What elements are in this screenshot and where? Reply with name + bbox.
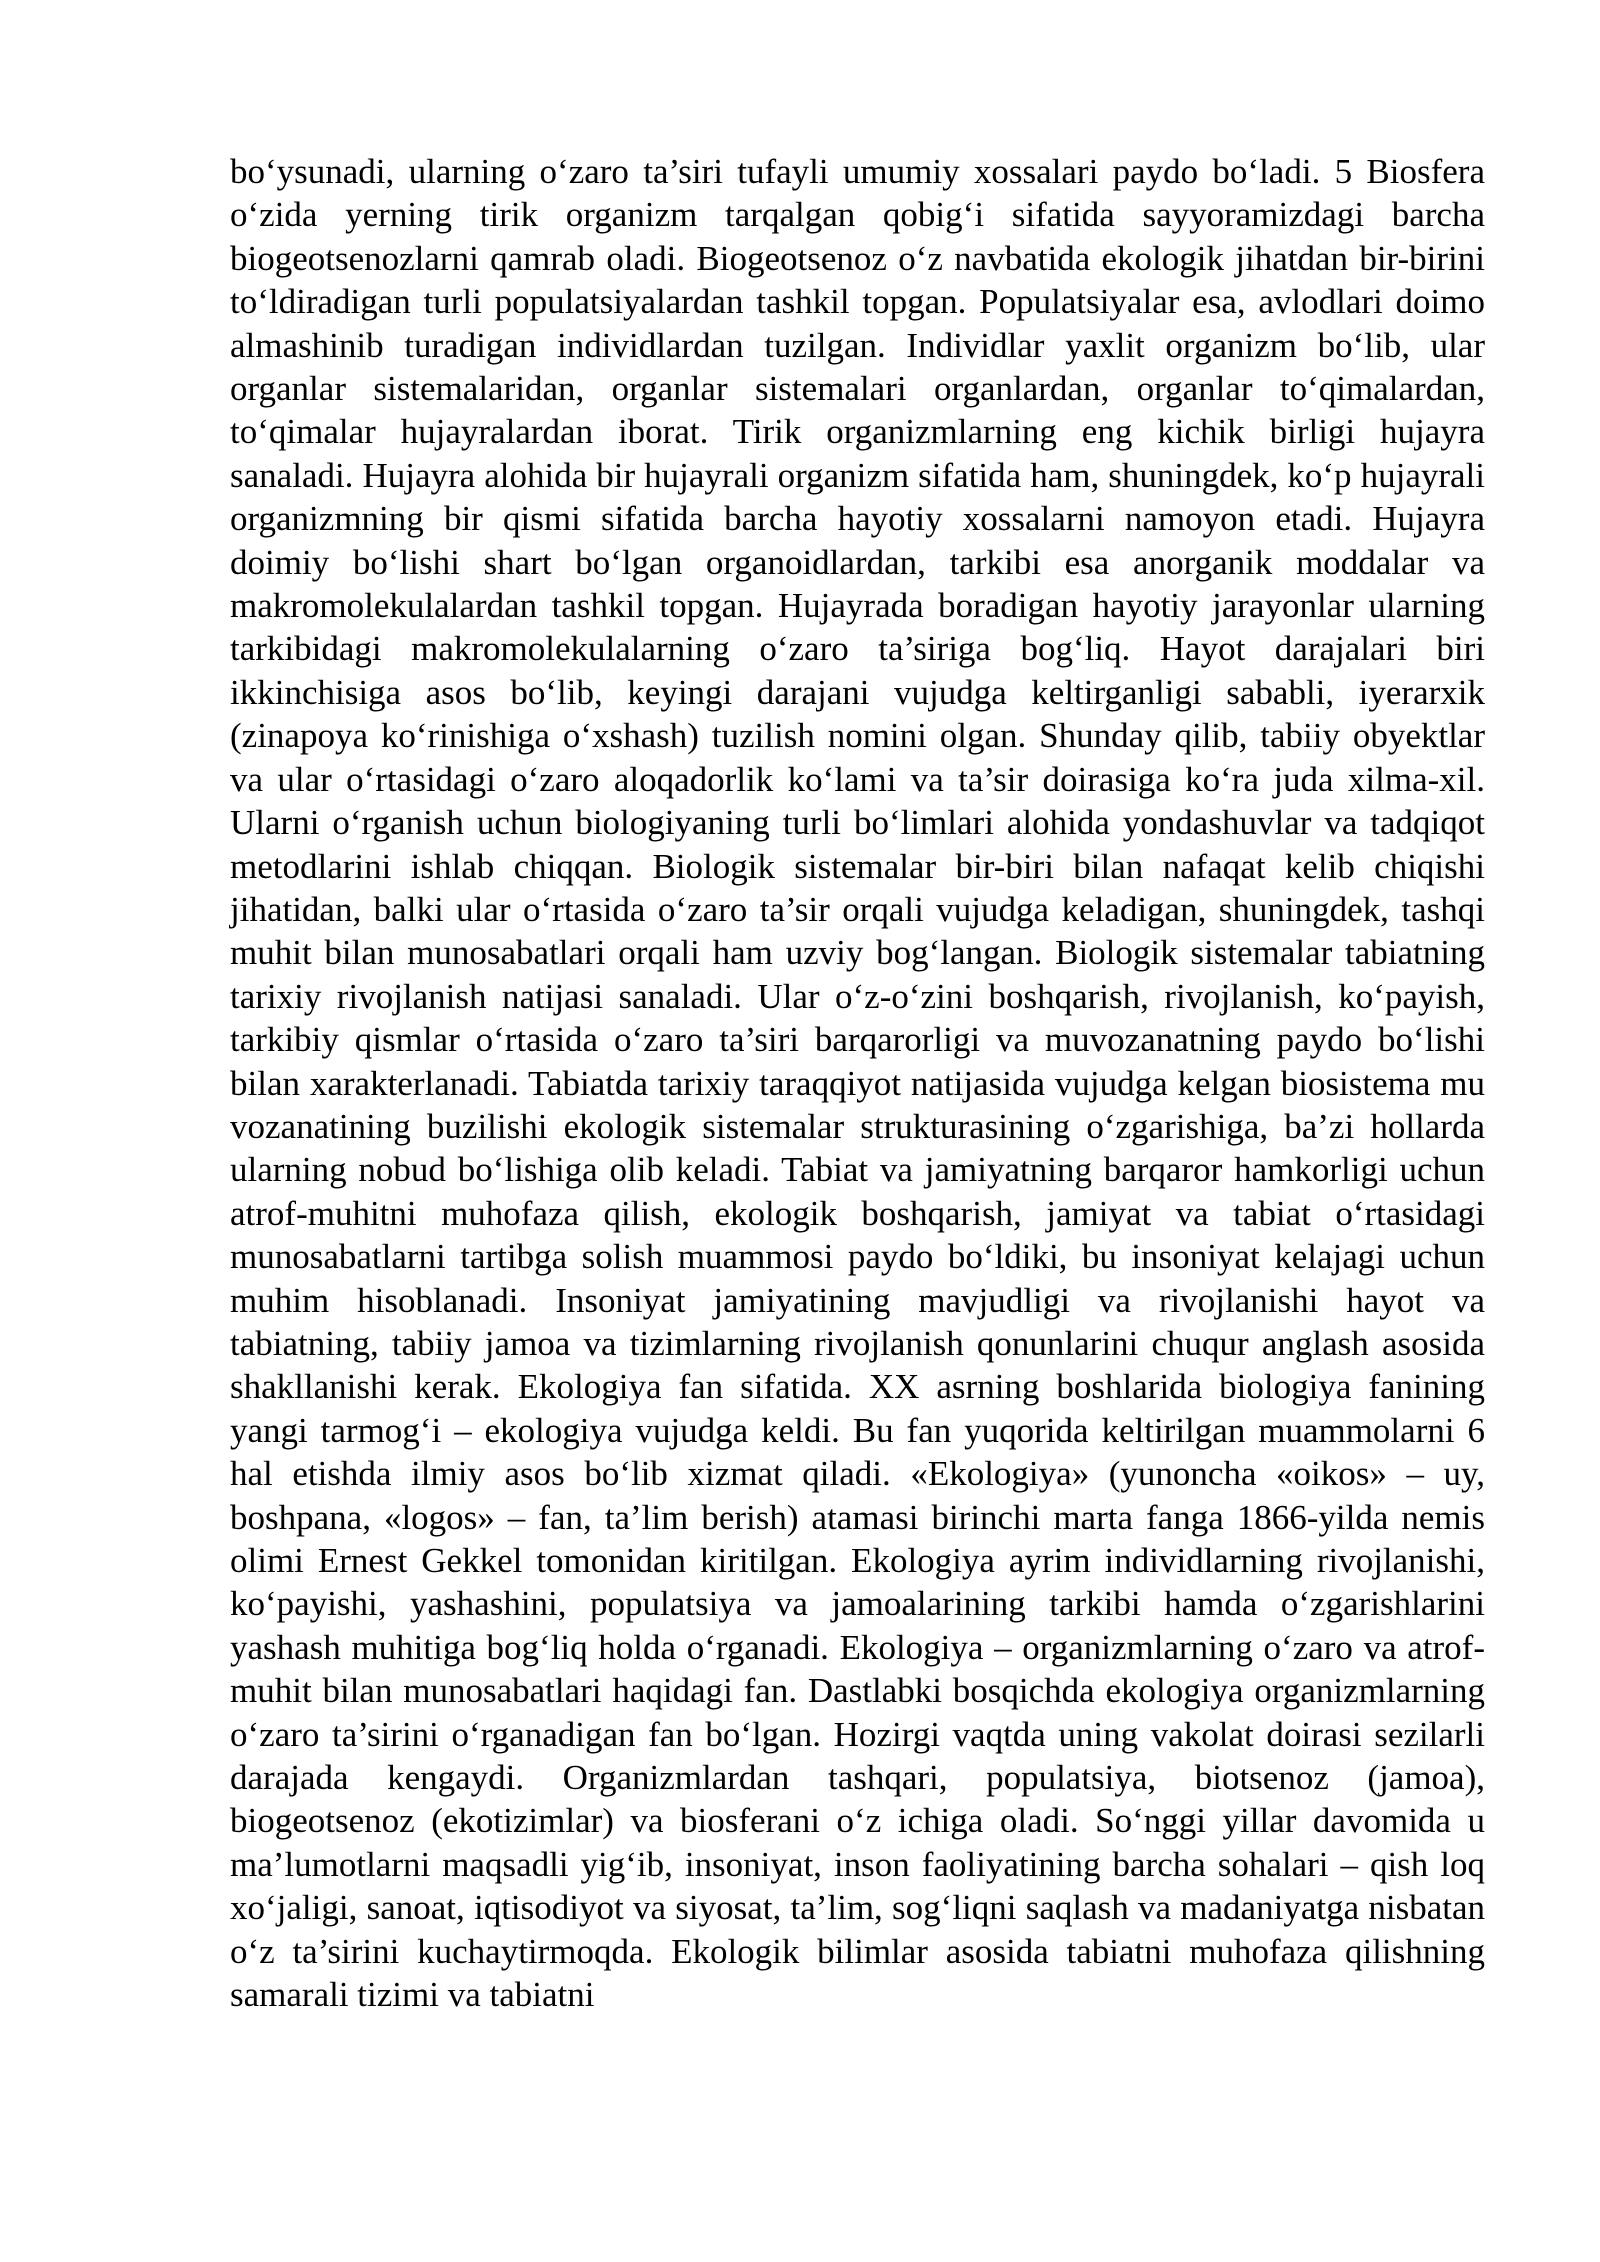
document-page <box>230 150 1485 2016</box>
body-paragraph: bo‘ysunadi, ularning o‘zaro ta’siri tufayli umumiy xossalari paydo bo‘ladi. 5 Biosfera o‘zida yerning tirik organizm tarqalgan qobig‘i sifatida sayyoramizdagi barcha biogeotsenozlarni qamrab oladi. Biogeotsenoz o‘z navbatida ekologik jihatdan bir-birini to‘ldiradigan turli populatsiyalardan tashkil topgan. Populatsiyalar esa, avlodlari doimo almashinib turadigan individlardan tuzilgan. Individlar yaxlit organizm bo‘lib, ular organlar sistemalaridan, organlar sistemalari organlardan, organlar to‘qimalardan, to‘qimalar hujayralardan iborat. Tirik organizmlarning eng kichik birligi hujayra sanaladi. Hujayra alohida bir hujayrali organizm sifatida ham, shuningdek, ko‘p hujayrali organizmning bir qismi sifatida barcha hayotiy xossalarni namoyon etadi. Hujayra doimiy bo‘lishi shart bo‘lgan organoidlardan, tarkibi esa anorganik moddalar va makromolekulalardan tashkil topgan. Hujayrada boradigan hayotiy jarayonlar ularning tarkibidagi makromolekulalarning o‘zaro ta’siriga bog‘liq. Hayot darajalari biri ikkinchisiga asos bo‘lib, keyingi darajani vujudga keltirganligi sababli, iyerarxik (zinapoya ko‘rinishiga o‘xshash) tuzilish nomini olgan. Shunday qilib, tabiiy obyektlar va ular o‘rtasidagi o‘zaro aloqadorlik ko‘lami va ta’sir doirasiga ko‘ra juda xilma-xil. Ularni o‘rganish uchun biologiyaning turli bo‘limlari alohida yondashuvlar va tadqiqot metodlarini ishlab chiqqan. Biologik sistemalar bir-biri bilan nafaqat kelib chiqishi jihatidan, balki ular o‘rtasida o‘zaro ta’sir orqali vujudga keladigan, shuningdek, tashqi muhit bilan munosabatlari orqali ham uzviy bog‘langan. Biologik sistemalar tabiatning tarixiy rivojlanish natijasi sanaladi. Ular o‘z-o‘zini boshqarish, rivojlanish, ko‘payish, tarkibiy qismlar o‘rtasida o‘zaro ta’siri barqarorligi va muvozanatning paydo bo‘lishi bilan xarakterlanadi. Tabiatda tarixiy taraqqiyot natijasida vujudga kelgan biosistema mu vozanatining buzilishi ekologik sistemalar strukturasining o‘zgarishiga, ba’zi hollarda ularning nobud bo‘lishiga olib keladi. Tabiat va jamiyatning barqaror hamkorligi uchun atrof-muhitni muhofaza qilish, ekologik boshqarish, jamiyat va tabiat o‘rtasidagi munosabatlarni tartibga solish muammosi paydo bo‘ldiki, bu insoniyat kelajagi uchun muhim hisoblanadi. Insoniyat jamiyatining mavjudligi va rivojlanishi hayot va tabiatning, tabiiy jamoa va tizimlarning rivojlanish qonunlarini chuqur anglash asosida shakllanishi kerak. Ekologiya fan sifatida. XX asrning boshlarida biologiya fanining yangi tarmog‘i – ekologiya vujudga keldi. Bu fan yuqorida keltirilgan muammolarni 6 hal etishda ilmiy asos bo‘lib xizmat qiladi. «Ekologiya» (yunoncha «oikos» – uy, boshpana, «logos» – fan, ta’lim berish) atamasi birinchi marta fanga 1866-yilda nemis olimi Ernest Gekkel tomonidan kiritilgan. Ekologiya ayrim individlarning rivojlanishi, ko‘payishi, yashashini, populatsiya va jamoalarining tarkibi hamda o‘zgarishlarini yashash muhitiga bog‘liq holda o‘rganadi. Ekologiya – organizmlarning o‘zaro va atrof-muhit bilan munosabatlari haqidagi fan. Dastlabki bosqichda ekologiya organizmlarning o‘zaro ta’sirini o‘rganadigan fan bo‘lgan. Hozirgi vaqtda uning vakolat doirasi sezilarli darajada kengaydi. Organizmlardan tashqari, populatsiya, biotsenoz (jamoa), biogeotsenoz (ekotizimlar) va biosferani o‘z ichiga oladi. So‘nggi yillar davomida u ma’lumotlarni maqsadli yig‘ib, insoniyat, inson faoliyatining barcha sohalari – qish loq xo‘jaligi, sanoat, iqtisodiyot va siyosat, ta’lim, sog‘liqni saqlash va madaniyatga nisbatan o‘z ta’sirini kuchaytirmoqda. Ekologik bilimlar asosida tabiatni muhofaza qilishning samarali tizimi va tabiatni <box>230 152 1485 2015</box>
